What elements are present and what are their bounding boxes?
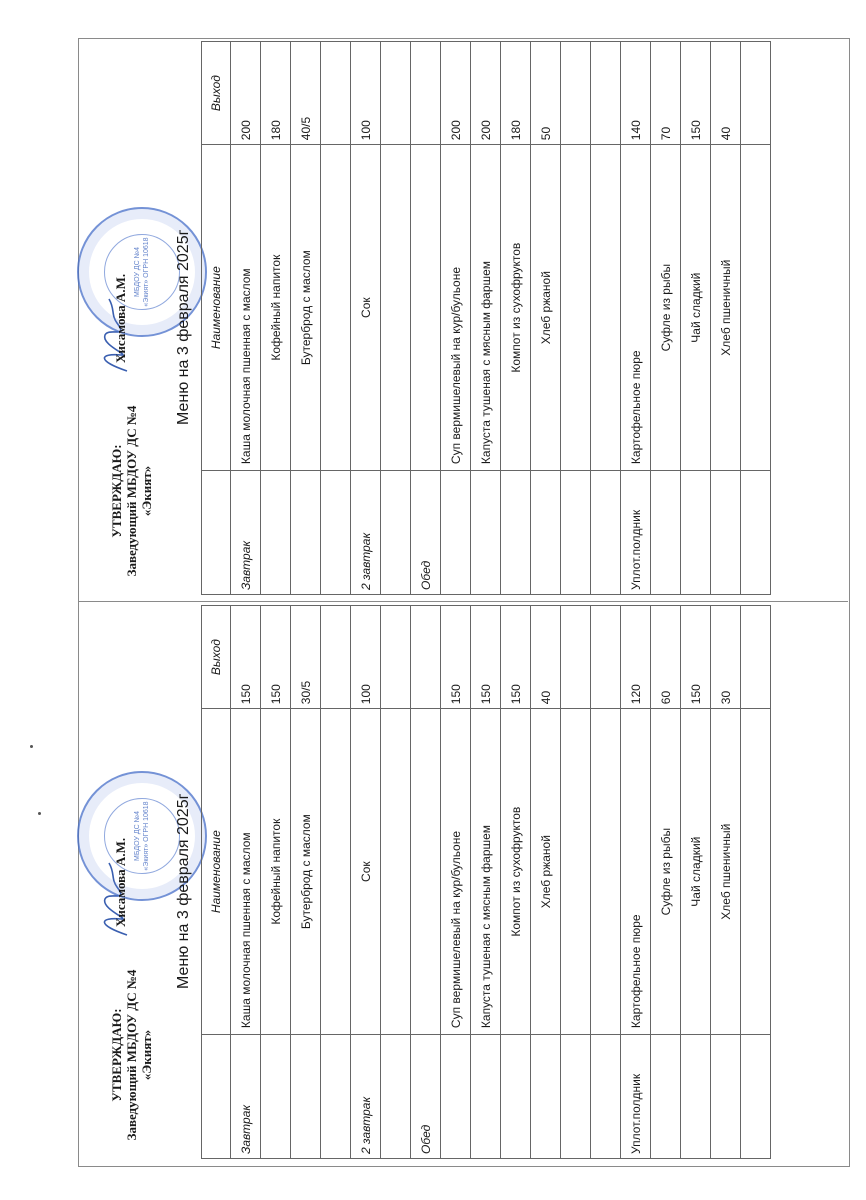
table-row [531,606,561,1159]
dish-name-cell [381,145,411,471]
table-row [441,42,471,595]
dish-name-cell [591,145,621,471]
dish-name-cell: Суфле из рыбы [651,145,681,471]
portion-cell: 150 [681,42,711,145]
portion-cell: 200 [231,42,261,145]
menu-panel-bottom [79,603,849,1163]
portion-cell: 180 [261,42,291,145]
portion-cell: 140 [621,42,651,145]
stamp-text: МБДОУ ДС №4 «Экият» ОГРН 10618 [134,801,150,871]
table-row [351,42,381,595]
approval-line-1: УТВЕРЖДАЮ: [109,1008,124,1102]
meal-cell: Обед [411,471,441,595]
table-row [651,42,681,595]
table-row [561,606,591,1159]
meal-cell [381,1035,411,1159]
meal-cell [531,1035,561,1159]
dish-name-cell [321,709,351,1035]
meal-cell [321,1035,351,1159]
table-row [711,42,741,595]
dish-name-cell: Сок [351,145,381,471]
meal-cell: Завтрак [231,471,261,595]
table-row [381,606,411,1159]
dish-name-cell: Хлеб пшеничный [711,709,741,1035]
portion-cell [411,606,441,709]
approval-block [109,391,154,591]
meal-cell [531,471,561,595]
meal-cell [561,471,591,595]
table-row [471,42,501,595]
menu-header [79,603,201,1163]
dish-name-cell [411,709,441,1035]
portion-cell [741,42,771,145]
portion-cell: 30/5 [291,606,321,709]
meal-cell [741,1035,771,1159]
table-row [231,606,261,1159]
portion-cell: 100 [351,606,381,709]
dish-name-cell: Каша молочная пшенная с маслом [231,709,261,1035]
dish-name-cell [591,709,621,1035]
table-row [501,42,531,595]
dish-name-cell: Хлеб ржаной [531,709,561,1035]
table-row [621,42,651,595]
meal-cell [441,1035,471,1159]
dish-name-cell: Каша молочная пшенная с маслом [231,145,261,471]
table-row [651,606,681,1159]
meal-cell [261,471,291,595]
portion-cell [321,606,351,709]
dish-name-cell: Компот из сухофруктов [501,145,531,471]
portion-cell: 70 [651,42,681,145]
dish-name-cell [381,709,411,1035]
portion-cell: 40 [711,42,741,145]
dish-name-cell: Бутерброд с маслом [291,145,321,471]
portion-cell: 150 [471,606,501,709]
dish-name-cell: Суп вермишелевый на кур/бульоне [441,709,471,1035]
dish-name-cell [741,145,771,471]
table-row [441,606,471,1159]
table-row [291,42,321,595]
table-row [321,42,351,595]
dish-name-cell [741,709,771,1035]
portion-cell: 120 [621,606,651,709]
approval-line-3: «Экият» [139,1029,154,1081]
meal-cell: Уплот.полдник [621,471,651,595]
dish-name-cell [321,145,351,471]
meal-cell [561,1035,591,1159]
table-row [501,606,531,1159]
meal-cell [291,1035,321,1159]
meal-cell [381,471,411,595]
portion-cell: 200 [441,42,471,145]
menu-title: Меню на 3 февраля 2025г [175,229,192,425]
table-row [591,42,621,595]
dish-name-cell: Суп вермишелевый на кур/бульоне [441,145,471,471]
portion-cell: 50 [531,42,561,145]
meal-cell [681,1035,711,1159]
meal-cell [591,1035,621,1159]
dish-name-cell: Картофельное пюре [621,709,651,1035]
portion-cell [381,42,411,145]
header-meal [202,1035,231,1159]
table-row [351,606,381,1159]
portion-cell: 150 [231,606,261,709]
table-row [261,42,291,595]
dish-name-cell: Компот из сухофруктов [501,709,531,1035]
portion-cell: 40 [531,606,561,709]
header-name: Наименование [202,709,231,1035]
table-row [321,606,351,1159]
portion-cell [321,42,351,145]
header-name: Наименование [202,145,231,471]
portion-cell: 30 [711,606,741,709]
table-row [711,606,741,1159]
meal-cell [651,471,681,595]
meal-cell [711,1035,741,1159]
table-header-row [202,42,231,595]
menu-table [201,41,771,595]
meal-cell: 2 завтрак [351,1035,381,1159]
portion-cell: 100 [351,42,381,145]
table-row [291,606,321,1159]
scan-speck [38,812,41,815]
table-row [741,606,771,1159]
table-row [561,42,591,595]
approval-line-3: «Экият» [139,465,154,517]
dish-name-cell: Сок [351,709,381,1035]
approval-line-2: Заведующий МБДОУ ДС №4 [124,405,139,577]
panel-divider [78,601,848,602]
menu-panel-top [79,39,849,599]
table-row [621,606,651,1159]
meal-cell [501,1035,531,1159]
meal-cell [471,471,501,595]
meal-cell: Завтрак [231,1035,261,1159]
dish-name-cell: Бутерброд с маслом [291,709,321,1035]
portion-cell [561,606,591,709]
meal-cell [471,1035,501,1159]
signer-name: Хисамова А.М. [113,837,128,927]
menu-table [201,605,771,1159]
meal-cell: 2 завтрак [351,471,381,595]
dish-name-cell: Кофейный напиток [261,145,291,471]
dish-name-cell [411,145,441,471]
portion-cell [591,42,621,145]
meal-cell [291,471,321,595]
meal-cell [681,471,711,595]
header-meal [202,471,231,595]
menu-title: Меню на 3 февраля 2025г [175,793,192,989]
dish-name-cell: Чай сладкий [681,709,711,1035]
dish-name-cell: Картофельное пюре [621,145,651,471]
meal-cell [741,471,771,595]
meal-cell [321,471,351,595]
stamp-text: МБДОУ ДС №4 «Экият» ОГРН 10618 [134,237,150,307]
portion-cell: 150 [501,606,531,709]
dish-name-cell: Хлеб ржаной [531,145,561,471]
dish-name-cell: Хлеб пшеничный [711,145,741,471]
meal-cell [651,1035,681,1159]
meal-cell [501,471,531,595]
dish-name-cell [561,145,591,471]
table-row [261,606,291,1159]
portion-cell: 150 [261,606,291,709]
portion-cell: 150 [681,606,711,709]
table-row [531,42,561,595]
table-row [741,42,771,595]
approval-line-1: УТВЕРЖДАЮ: [109,444,124,538]
meal-cell [711,471,741,595]
table-row [681,42,711,595]
portion-cell: 150 [441,606,471,709]
portion-cell [381,606,411,709]
table-row [231,42,261,595]
menu-rows [231,42,771,595]
dish-name-cell: Капуста тушеная с мясным фаршем [471,145,501,471]
portion-cell: 60 [651,606,681,709]
dish-name-cell [561,709,591,1035]
meal-cell [441,471,471,595]
table-row [681,606,711,1159]
meal-cell: Обед [411,1035,441,1159]
dish-name-cell: Чай сладкий [681,145,711,471]
portion-cell [741,606,771,709]
table-row [591,606,621,1159]
portion-cell: 40/5 [291,42,321,145]
portion-cell [561,42,591,145]
portion-cell: 200 [471,42,501,145]
menu-rows [231,606,771,1159]
approval-block [109,955,154,1155]
header-qty: Выход [202,606,231,709]
table-row [471,606,501,1159]
meal-cell [591,471,621,595]
meal-cell: Уплот.полдник [621,1035,651,1159]
table-header-row [202,606,231,1159]
scan-speck [30,745,33,748]
portion-cell [591,606,621,709]
meal-cell [261,1035,291,1159]
table-row [411,42,441,595]
table-row [381,42,411,595]
portion-cell: 180 [501,42,531,145]
table-row [411,606,441,1159]
approval-line-2: Заведующий МБДОУ ДС №4 [124,969,139,1141]
dish-name-cell: Капуста тушеная с мясным фаршем [471,709,501,1035]
dish-name-cell: Суфле из рыбы [651,709,681,1035]
signer-name: Хисамова А.М. [113,273,128,363]
dish-name-cell: Кофейный напиток [261,709,291,1035]
header-qty: Выход [202,42,231,145]
menu-header [79,39,201,599]
portion-cell [411,42,441,145]
